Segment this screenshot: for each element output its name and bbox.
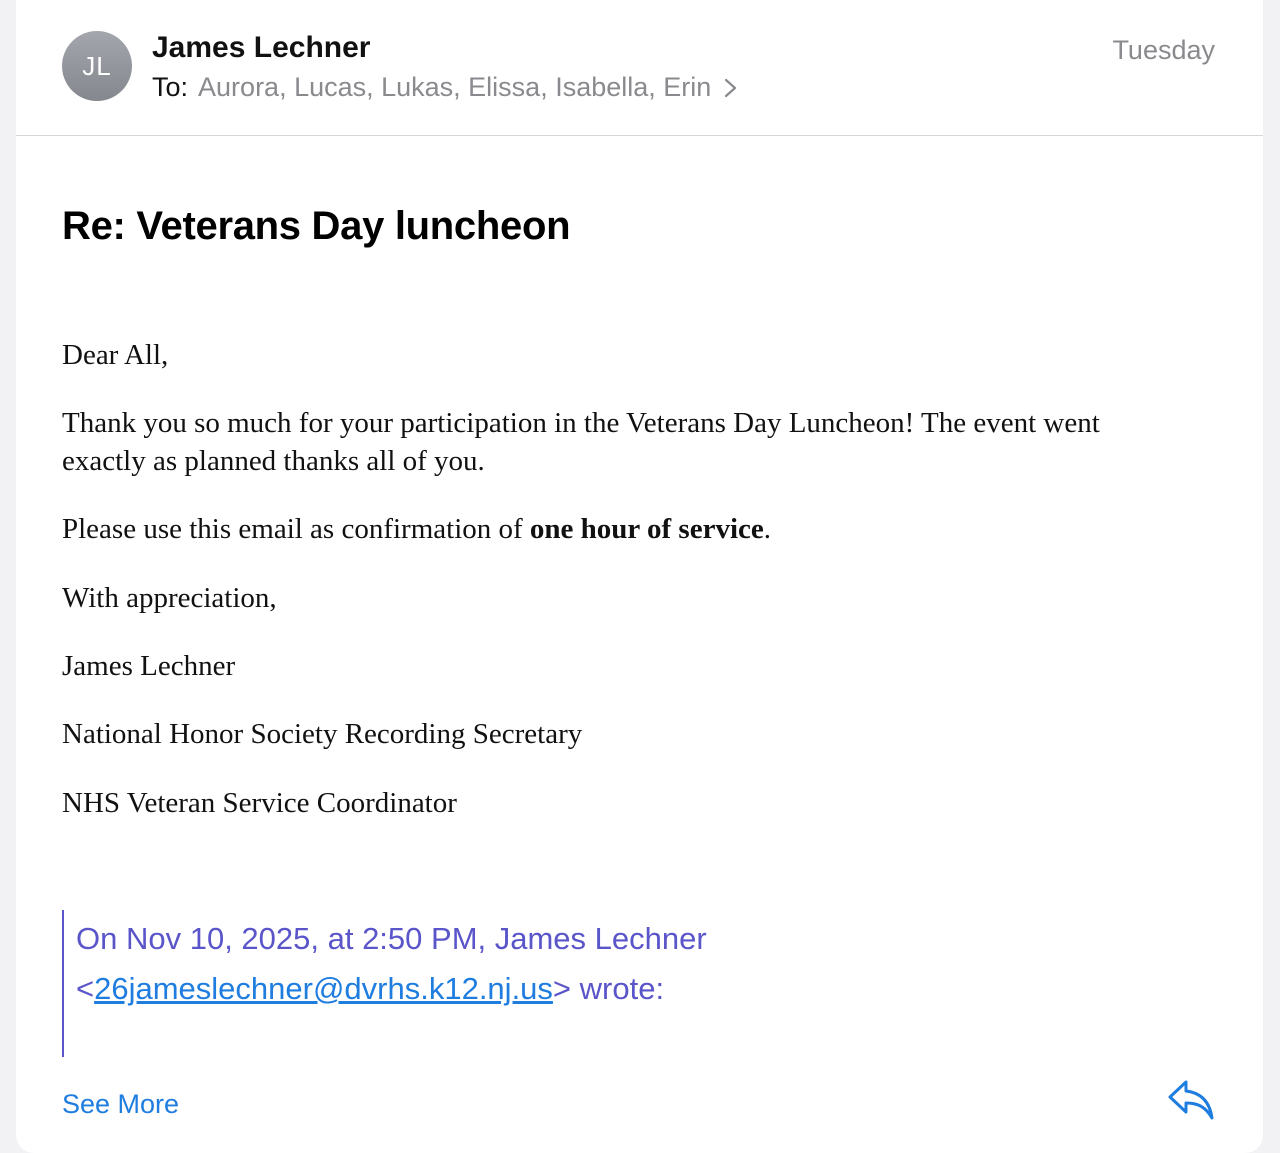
- quote-line-1: On Nov 10, 2025, at 2:50 PM, James Lechner: [76, 921, 707, 956]
- confirmation-prefix: Please use this email as confirmation of: [62, 513, 530, 545]
- thanks-paragraph: [62, 404, 1202, 480]
- see-more-button[interactable]: See More: [62, 1089, 180, 1119]
- recipients-row[interactable]: [152, 72, 739, 103]
- reply-arrow-icon[interactable]: [1166, 1076, 1216, 1124]
- quote-open-bracket: <: [76, 971, 95, 1006]
- message-date: Tuesday: [1112, 35, 1215, 65]
- chevron-right-icon: [723, 78, 739, 98]
- signature-name: James Lechner: [62, 650, 236, 682]
- quoted-email-link[interactable]: 26jameslechner@dvrhs.k12.nj.us: [94, 971, 553, 1006]
- closing: With appreciation,: [62, 582, 277, 614]
- thanks-line-1: Thank you so much for your participation in the Veterans Day Luncheon! The event went: [62, 407, 1100, 439]
- signature-title: National Honor Society Recording Secretary: [62, 718, 583, 750]
- email-card: [16, 0, 1263, 1153]
- avatar[interactable]: JL: [62, 31, 132, 101]
- quote-wrote: > wrote:: [552, 971, 665, 1006]
- thanks-line-2: exactly as planned thanks all of you.: [62, 445, 485, 477]
- confirmation-suffix: .: [763, 513, 772, 545]
- email-header: [16, 0, 1263, 136]
- signature-role: NHS Veteran Service Coordinator: [62, 787, 457, 819]
- quote-line-2: [76, 964, 1062, 1014]
- recipient-list: Aurora, Lucas, Lukas, Elissa, Isabella, Erin: [198, 72, 712, 102]
- email-subject: Re: Veterans Day luncheon: [62, 204, 571, 248]
- confirmation-bold: one hour of service: [529, 513, 764, 545]
- greeting: Dear All,: [62, 339, 169, 371]
- to-label: To:: [152, 72, 189, 102]
- quoted-reply-header: [62, 910, 1062, 1057]
- sender-name[interactable]: James Lechner: [152, 31, 371, 64]
- confirmation-paragraph: [62, 510, 1202, 548]
